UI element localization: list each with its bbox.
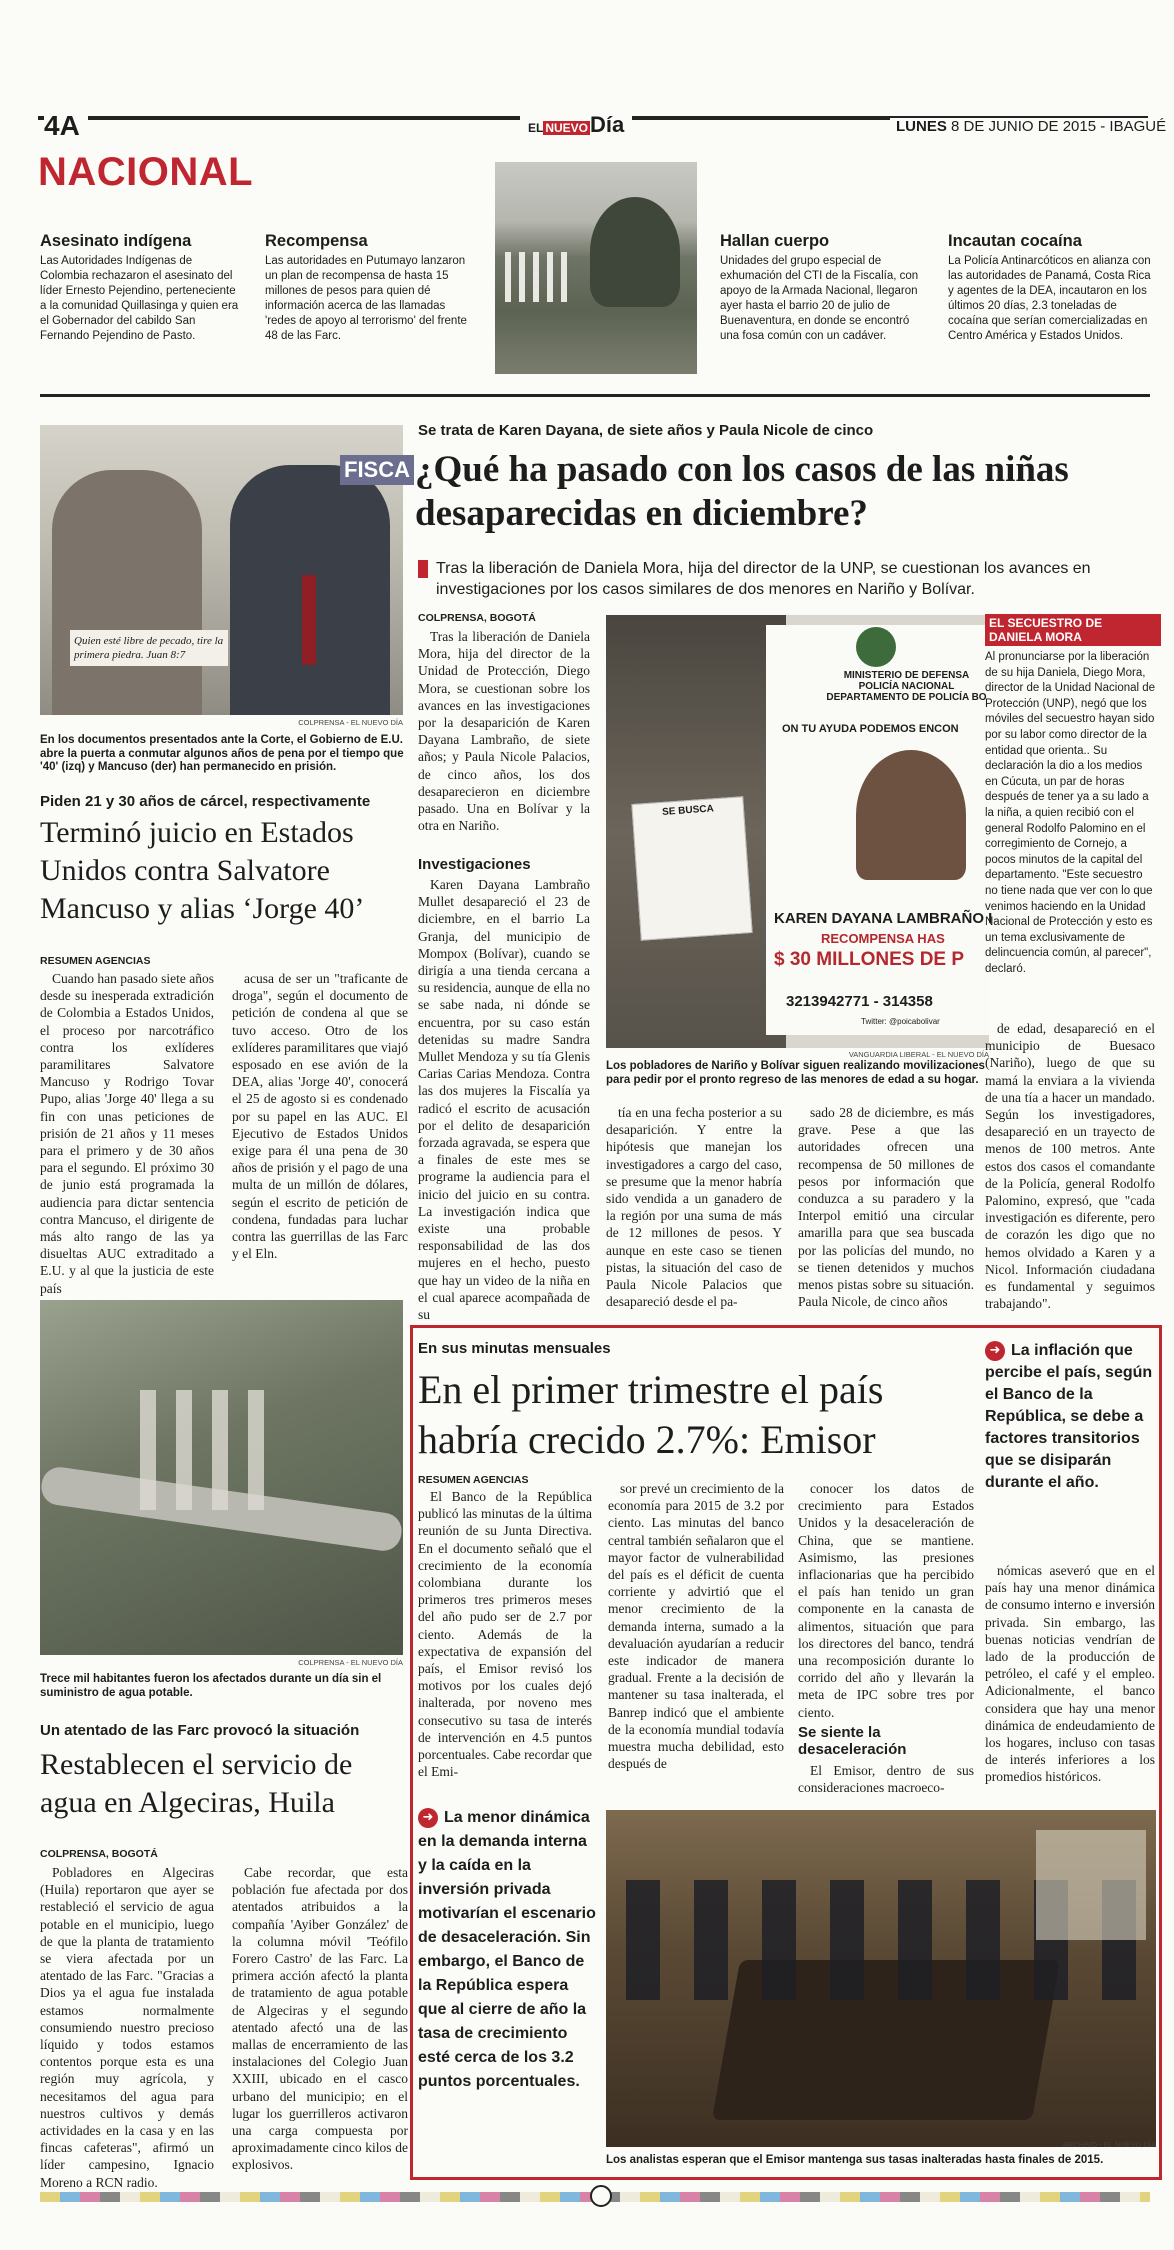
header-date: LUNES 8 DE JUNIO DE 2015 - IBAGUÉ (890, 118, 1166, 135)
article-column: Tras la liberación de Daniela Mora, hija del director de la Unidad de Protección, Diego Mora, se cuestionan sobre los avances en las investigaciones por la desaparición de Karen Dayana Lambraño, de siete años; y Paula Nicole Palacios, de cinco años, los dos desaparecieron en diciembre pasado. Una en Bolívar y la otra en Nariño. (418, 629, 590, 834)
brief-title: Hallan cuerpo (720, 232, 830, 250)
brief-body: Las Autoridades Indígenas de Colombia rechazaron el asesinato del líder Ernesto Pejendino, perteneciente a la comunidad Quillasinga y quien era el Gobernador del cabildo San Fernando Pejendino de Pasto. (40, 255, 239, 342)
brief-title: Incautan cocaína (948, 232, 1082, 250)
arrow-right-icon: ➜ (985, 1341, 1005, 1361)
article-kicker: Se trata de Karen Dayana, de siete años y Paula Nicole de cinco (418, 422, 874, 439)
pullquote-top: ➜ La inflación que percibe el país, según el Banco de la República, se debe a factores transitorios que se disiparán durante el año. (985, 1342, 1153, 1491)
article-byline: COLPRENSA, BOGOTÁ (418, 612, 536, 624)
registration-mark-icon (590, 2185, 612, 2207)
poster-phone: 3213942771 - 314358 (786, 993, 933, 1010)
window-light (1036, 1830, 1146, 1940)
photo-credit: VANGUARDIA LIBERAL - EL NUEVO DÍA (848, 1050, 989, 1059)
article-byline: RESUMEN AGENCIAS (40, 955, 151, 967)
article-column: Cabe recordar, que esta población fue afectada por dos atentados atribuidos a la compañía 'Ayiber González' de la columna móvil 'Teófilo Forero Castro' de las Farc. La primera acción afectó la planta de tratamiento de agua potable de Algeciras y el segundo atentado afectó una de las mallas de encerramiento de las instalaciones del Colegio Juan XXIII, ubicado en el casco urbano del municipio; en el lugar los guerrilleros activaron una carga compuesta por aproximadamente cinco kilos de explosivos. (232, 1865, 408, 2173)
article-headline: Terminó juicio en Estados Unidos contra Salvatore Mancuso y alias ‘Jorge 40’ (40, 816, 365, 925)
photo-caption: Los analistas esperan que el Emisor mantenga sus tasas inalteradas hasta finales de 2015. (606, 2154, 1104, 2166)
photo-sign: Quien esté libre de pecado, tire la primera piedra. Juan 8:7 (70, 630, 228, 666)
article-kicker: Piden 21 y 30 años de cárcel, respectivamente (40, 793, 371, 810)
page-number: 4A (44, 110, 88, 142)
article-column: Pobladores en Algeciras (Huila) reportaron que ayer se restableció el servicio de agua potable en el municipio, luego de que la planta de tratamiento se viera afectada por un atentado de las Farc. "Gracias a Dios ya el agua fue instalada estamos normalmente consumiendo nuestro precioso líquido y todos estamos contentos porque esta es una región muy agrícola, y necesitamos del agua para nuestros cultivos y demás actividades en la casa y en las fincas cafeteras", afirmó un líder campesino, Ignacio Moreno a RCN radio. (40, 1865, 214, 2190)
article-column: de edad, desapareció en el municipio de Buesaco (Nariño), luego de que su mamá la enviara a la vivienda de una tía a hacer un mandado. Según los investigadores, desapareció en un trayecto de menos de 100 metros. Ante estos dos casos el comandante de la Policía, general Rodolfo Palomino, expresó, que "cada investigación es diferente, pero de corazón les digo que no hemos olvidado a Karen y a Nicol. Información ciudadana es fundamental y seguimos trabajando". (985, 1021, 1155, 1312)
article-column: conocer los datos de crecimiento para Estados Unidos y la desaceleración de China, que se mantiene. Asimismo, las presiones inflacionarias que ha percibido el país han tenido un gran componente en la canasta de alimentos, situación que para los directores del banco, tendrá una recomposición durante lo corrido del año y llevarán la meta de IPC sobre tres por ciento. (798, 1481, 974, 1720)
police-emblem (856, 627, 896, 667)
girl-photo (856, 750, 966, 880)
palm-tree (590, 197, 680, 307)
masthead-logo: EL NUEVODía (520, 112, 632, 138)
logo-fragment: FISCA (340, 455, 414, 485)
brief-recompensa (265, 232, 475, 344)
poster-twitter: Twitter: @poicabolivar (861, 1017, 940, 1026)
article-column: Karen Dayana Lambraño Mullet desapareció el 23 de diciembre, en el barrio La Granja, del municipio de Mompox (Bolívar), cuando se dirigía a una tienda cercana a su residencia, aunque de ella no se sabe nada, ni dónde se encuentra, por su caso están detenidas su madre Sandra Mullet Mendoza y su tía Glenis Carias Carias Mendoza. Contra las dos mujeres la Fiscalía ya radicó el escrito de acusación por el delito de desaparición forzada agravada, se espera que a finales de este mes se programe la audiencia para el inicio del juicio en su contra. La investigación indica que existe una probable responsabilidad de las dos mujeres en el hecho, puesto que hay un video de la niña en el cual aparece acompañada de su (418, 877, 590, 1323)
article-column: sor prevé un crecimiento de la economía para 2015 de 3.2 por ciento. Las minutas del banco central también señalaron que el mayor factor de vulnerabilidad del país es el déficit de cuenta corriente y advirtió que el menor crecimiento de la demanda interna, sumado a la devaluación ayudarían a reducir este indicador de manera gradual. Frente a la decisión de mantener su tasa inalterada, el Banrep indicó que el ambiente de la economía mundial todavía muestra mucha debilidad, esto después de (608, 1481, 784, 1772)
person-left (52, 470, 202, 715)
photo-caption: En los documentos presentados ante la Corte, el Gobierno de E.U. abre la puerta a conmutar algunos años de pena por el tiempo que '40' (izq) y Mancuso (der) han permanecido en prisión. (40, 734, 404, 773)
article-column: El Banco de la República publicó las minutas de la última reunión de su Junta Directiva. En el documento señaló que el crecimiento de la economía colombiana durante los primeros tres primeros meses del año pudo ser de 2.7 por ciento. Además de la expectativa de expansión del país, el Emisor revisó los motivos por los cuales dejó inalterada, por noveno mes consecutivo su tasa de interés de intervención en 4.5 puntos porcentuales. Cabe recordar que el Emi- (418, 1489, 592, 1780)
poster-reward: RECOMPENSA HAS (821, 931, 945, 946)
held-flyer: SE BUSCA (631, 796, 752, 940)
photo-caption: Los pobladores de Nariño y Bolívar siguen realizando movilizaciones para pedir por el pronto regreso de las menores de edad a su hogar. (606, 1060, 985, 1086)
brief-incautan (948, 232, 1158, 344)
pullquote-left: ➜ La menor dinámica en la demanda interna y la caída en la inversión privada motivarían el escenario de desaceleración. Sin embargo, el Banco de la República espera que al cierre de año la tasa de crecimiento esté cerca de los 3.2 puntos porcentuales. (418, 1809, 596, 2090)
article-column: sado 28 de diciembre, es más grave. Pese a que las autoridades ofrecen una recompensa de 50 millones de pesos por información que conduzca a su paradero y la Interpol emitió una circular amarilla para que sea buscada por las policías del mundo, no se tienen detenidos y muchos menos pistas sobre su situación. Paula Nicole, de cinco años (798, 1105, 974, 1310)
photo-credit: COLPRENSA - EL NUEVO DÍA (298, 718, 403, 727)
sidebar-title: EL SECUESTRO DE DANIELA MORA (985, 614, 1161, 646)
algeciras-pipe-photo (40, 1300, 403, 1655)
poster-name: KAREN DAYANA LAMBRAÑO I (774, 910, 993, 927)
photo-credit: ARCHIVO - EL NUEVO DÍA (1062, 2140, 1156, 2149)
mancuso-court-photo (40, 425, 410, 715)
poster-amount: $ 30 MILLONES DE P (774, 949, 965, 970)
article-headline: ¿Qué ha pasado con los casos de las niñas desaparecidas en diciembre? (415, 449, 1069, 534)
brief-title: Asesinato indígena (40, 232, 192, 250)
article-column: Cuando han pasado siete años desde su inesperada extradición de Colombia a Estados Unidos, el proceso por narcotráfico contra los exlíderes paramilitares Salvatore Mancuso y Rodrigo Tovar Pupo, alias 'Jorge 40' llega a su fin con unas peticiones de prisión de 21 años y 11 meses para el primero y de 30 años para el segundo. El próximo 30 de junio está programada la audiencia para dictar sentencia contra Mancuso, el dirigente de más alto rango de las ya disueltas AUC extraditado a E.U. y al que la justicia de este país (40, 971, 214, 1296)
brief-asesinato (40, 232, 242, 344)
lead-marker (418, 560, 428, 578)
palm-field-photo (495, 162, 697, 374)
article-headline: Restablecen el servicio de agua en Algeciras, Huila (40, 1748, 353, 1819)
divider (40, 394, 1150, 397)
article-byline: RESUMEN AGENCIAS (418, 1474, 529, 1486)
article-column: El Emisor, dentro de sus consideraciones macroeco- (798, 1763, 974, 1796)
article-kicker: Un atentado de las Farc provocó la situación (40, 1722, 360, 1739)
lead-paragraph: Tras la liberación de Daniela Mora, hija del director de la UNP, se cuestionan los avances en investigaciones por los casos similares de dos menores en Nariño y Bolívar. (418, 558, 1158, 600)
article-subhead: Se siente la desaceleración (798, 1724, 907, 1758)
article-column: nómicas aseveró que en el país hay una menor dinámica de consumo interno e inversión privada. Sin embargo, las buenas noticias vendrían de lado de la producción de petróleo, el café y el empleo. Adicionalmente, el banco considera que hay una menor dinámica de endeudamiento de los hogares, incluso con tasas de interés inferiores a los promedios históricos. (985, 1563, 1155, 1785)
brief-hallan-cuerpo (720, 232, 925, 344)
brief-body: Unidades del grupo especial de exhumación del CTI de la Fiscalía, con apoyo de la Armada Nacional, llegaron ayer hasta el barrio 20 de julio de Buenaventura, en donde se encontró una fosa común con un cadáver. (720, 255, 919, 342)
tie (302, 575, 316, 665)
photo-credit: COLPRENSA - EL NUEVO DÍA (298, 1658, 403, 1667)
article-byline: COLPRENSA, BOGOTÁ (40, 1848, 158, 1860)
arrow-right-icon: ➜ (418, 1808, 438, 1828)
sidebar-body: Al pronunciarse por la liberación de su hija Daniela, Diego Mora, director de la Unidad Nacional de Protección (UNP), negó que los móviles del secuestro hayan sido por su labor como director de la entidad que orienta.. Su declaración la dio a los medios en Cúcuta, un par de horas después de tener ya a su lado a la niña, a quien recibió con el general Rodolfo Palomino en el corregimiento de Cornejo, a pocos minutos de la capital del departamento. "Este secuestro no tiene nada que ver con lo que venimos haciendo en la Unidad Nacional de Protección y esto es un tema exclusivamente de delincuencia común, al parecer", declaró. (985, 651, 1156, 975)
poster-help: ON TU AYUDA PODEMOS ENCON (782, 723, 959, 735)
photo-caption: Trece mil habitantes fueron los afectados durante un día sin el suministro de agua potable. (40, 1673, 382, 1699)
article-column: tía en una fecha posterior a su desaparición. Y entre la hipótesis que manejan los investigadores a cargo del caso, se presume que la menor habría sido vendida a un ganadero de la región por una suma de más de 12 millones de pesos. Y aunque en este caso se tienen pistas, la situación del caso de Paula Nicole Palacios que desapareció desde el pa- (606, 1105, 782, 1310)
missing-girl-poster-photo (606, 615, 993, 1048)
article-subhead: Investigaciones (418, 856, 531, 873)
poster-ministry: MINISTERIO DE DEFENSA POLICÍA NACIONAL DEPARTAMENTO DE POLICÍA BO (826, 670, 987, 703)
people-group (505, 252, 575, 302)
workers (140, 1390, 280, 1510)
article-headline: En el primer trimestre el país habría crecido 2.7%: Emisor (418, 1367, 884, 1462)
article-kicker: En sus minutas mensuales (418, 1340, 611, 1357)
brief-body: La Policía Antinarcóticos en alianza con las autoridades de Panamá, Costa Rica y agentes de la DEA, incautaron en los últimos 20 días, 2.3 toneladas de cocaína que serían comercializadas en Centro América y Estados Unidos. (948, 255, 1151, 342)
brief-body: Las autoridades en Putumayo lanzaron un plan de recompensa de hasta 15 millones de pesos para quien dé información acerca de las llamadas 'redes de apoyo al terrorismo' del frente 48 de las Farc. (265, 255, 467, 342)
board-meeting-photo (606, 1810, 1156, 2147)
brief-title: Recompensa (265, 232, 368, 250)
article-column: acusa de ser un "traficante de droga", según el documento de petición de condena al que se tuvo acceso. Otro de los exlíderes paramilitares que viajó esposado en ese avión de la DEA, alias 'Jorge 40', conocerá el 25 de agosto si es condenado por su papel en las AUC. El Ejecutivo de Estados Unidos exige para él una pena de 30 años de prisión y el pago de una multa de un millón de dólares, según el escrito de petición de condena, fundadas para luchar contra las guerrillas de las Farc y el Eln. (232, 971, 408, 1262)
section-title: NACIONAL (38, 150, 254, 194)
